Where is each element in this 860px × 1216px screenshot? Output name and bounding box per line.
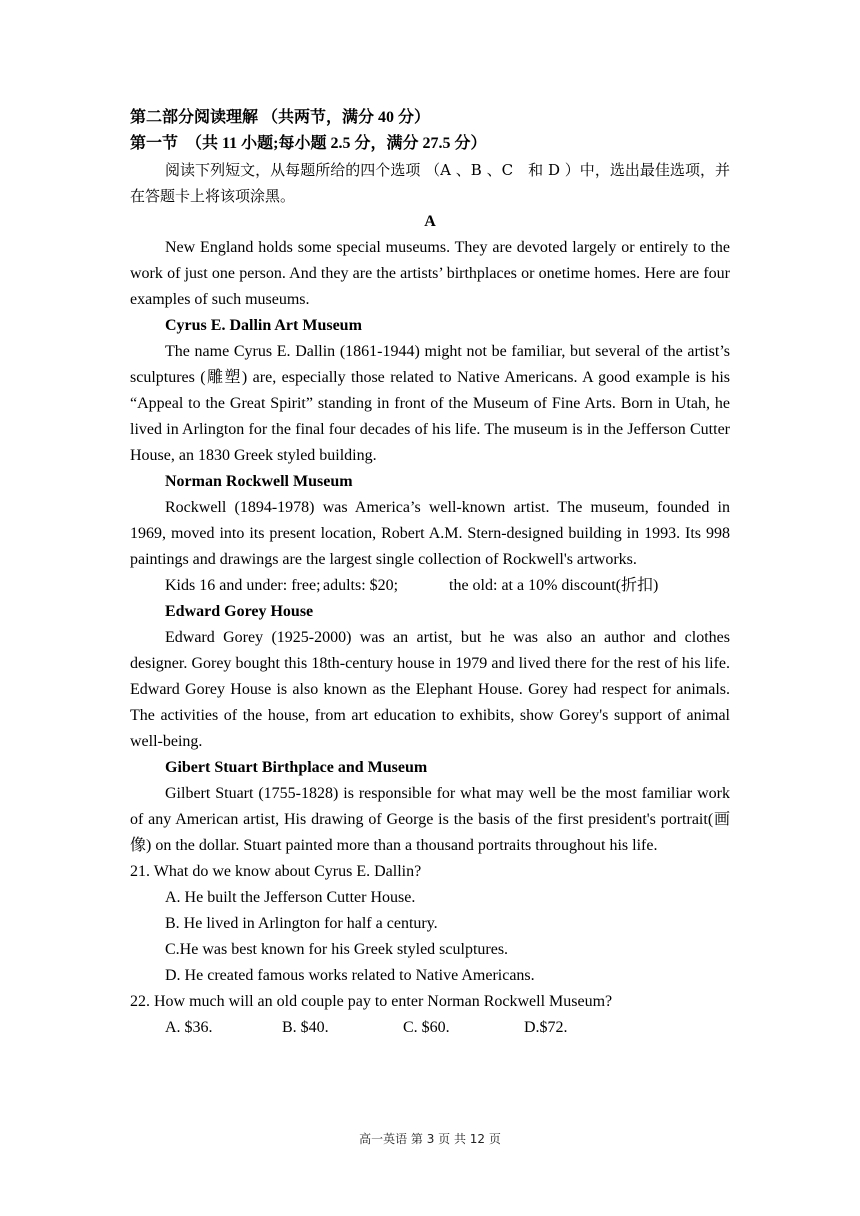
question-21-option-c: C.He was best known for his Greek styled sculptures. <box>165 941 509 958</box>
passage-intro: New England holds some special museums. They are devoted largely or entirely to the work of just one person. And they are the artists’ birthplaces or onetime homes. Here are four examples of such museums. <box>130 239 730 308</box>
museum-title-gorey: Edward Gorey House <box>165 603 314 620</box>
museum-title-stuart: Gibert Stuart Birthplace and Museum <box>165 759 428 776</box>
passage-label: A <box>424 213 436 230</box>
museum-title-dallin: Cyrus E. Dallin Art Museum <box>165 317 362 334</box>
question-21-option-a: A. He built the Jefferson Cutter House. <box>165 889 416 906</box>
museum-text-rockwell: Rockwell (1894-1978) was America’s well-known artist. The museum, founded in 1969, moved into its present location, Robert A.M. Stern-designed building in 1993. Its 998 paintings and drawings are the largest single collection of Rockwell's artworks. <box>130 499 730 568</box>
rockwell-prices <box>130 573 730 599</box>
question-22-option-d: D.$72. <box>524 1019 568 1036</box>
question-22-stem: 22. How much will an old couple pay to enter Norman Rockwell Museum? <box>130 993 613 1010</box>
instructions: 阅读下列短文，从每题所给的四个选项 （A 、B 、C 和 D ）中，选出最佳选项，并在答题卡上将该项涂黑。 <box>130 161 730 205</box>
price-adults: adults: $20; <box>323 577 399 594</box>
part-title: 第二部分阅读理解 （共两节，满分 40 分） <box>130 109 431 126</box>
question-21-stem: 21. What do we know about Cyrus E. Dallin? <box>130 863 422 880</box>
page-footer: 高一英语 第 3 页 共 12 页 <box>359 1132 501 1146</box>
museum-text-dallin: The name Cyrus E. Dallin (1861-1944) might not be familiar, but several of the artist’s sculptures (雕塑) are, especially those related to Native Americans. A good example is his “Appeal to the Great Spirit” standing in front of the Museum of Fine Arts. Born in Utah, he lived in Arlington for the final four decades of his life. The museum is in the Jefferson Cutter House, an 1830 Greek styled building. <box>130 343 730 464</box>
question-21-option-b: B. He lived in Arlington for half a century. <box>165 915 438 932</box>
museum-title-rockwell: Norman Rockwell Museum <box>165 473 353 490</box>
question-22-option-c: C. $60. <box>403 1019 450 1036</box>
question-22-option-a: A. $36. <box>165 1019 213 1036</box>
question-21-option-d: D. He created famous works related to Native Americans. <box>165 967 535 984</box>
section-title: 第一节 （共 11 小题;每小题 2.5 分，满分 27.5 分） <box>130 135 487 152</box>
question-22-options <box>130 1015 730 1041</box>
museum-text-stuart: Gilbert Stuart (1755-1828) is responsible for what may well be the most familiar work of any American artist, His drawing of George is the basis of the first president's portrait(画像) on the dollar. Stuart painted more than a thousand portraits throughout his life. <box>130 785 730 854</box>
price-old: the old: at a 10% discount(折扣) <box>449 577 659 594</box>
price-kids: Kids 16 and under: free; <box>165 577 321 594</box>
question-22-option-b: B. $40. <box>282 1019 329 1036</box>
document-page <box>130 105 730 1041</box>
museum-text-gorey: Edward Gorey (1925-2000) was an artist, but he was also an author and clothes designer. Gorey bought this 18th-century house in 1979 and lived there for the rest of his life. Edward Gorey House is also known as the Elephant House. Gorey had respect for animals. The activities of the house, from art education to exhibits, show Gorey's support of animal well-being. <box>130 629 730 750</box>
